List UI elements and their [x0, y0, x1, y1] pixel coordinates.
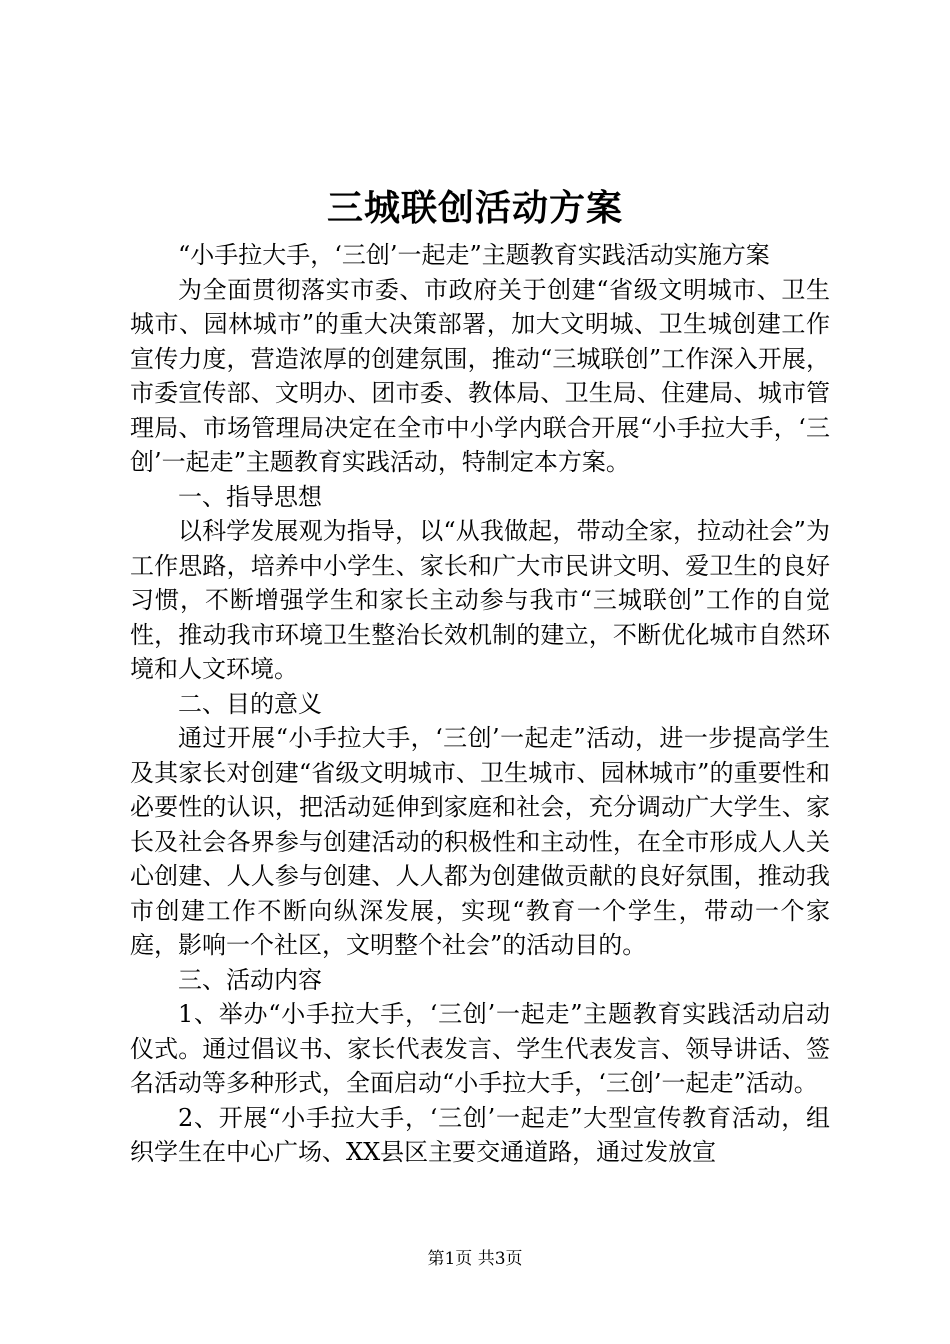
document-body [130, 238, 830, 1170]
page-footer: 第1页 共3页 [427, 1249, 523, 1269]
intro-paragraph: 为全面贯彻落实市委、市政府关于创建“省级文明城市、卫生城市、园林城市”的重大决策部署，加大文明城、卫生城创建工作宣传力度，营造浓厚的创建氛围，推动“三城联创”工作深入开展，市委宣传部、文明办、团市委、教体局、卫生局、住建局、城市管理局、市场管理局决定在全市中小学内联合开展“小手拉大手，‘三创’一起走”主题教育实践活动，特制定本方案。 [130, 275, 830, 476]
subtitle-paragraph: “小手拉大手，‘三创’一起走”主题教育实践活动实施方案 [178, 241, 770, 269]
activity-item-1: 1、举办“小手拉大手，‘三创’一起走”主题教育实践活动启动仪式。通过倡议书、家长代表发言、学生代表发言、领导讲话、签名活动等多种形式，全面启动“小手拉大手，‘三创’一起走”活动。 [130, 1000, 830, 1097]
section-heading-guiding-thought: 一、指导思想 [178, 482, 322, 511]
document-title: 三城联创活动方案 [326, 187, 623, 229]
section-heading-purpose: 二、目的意义 [178, 689, 322, 718]
purpose-paragraph: 通过开展“小手拉大手，‘三创’一起走”活动，进一步提高学生及其家长对创建“省级文明城市、卫生城市、园林城市”的重要性和必要性的认识，把活动延伸到家庭和社会，充分调动广大学生、家长及社会各界参与创建活动的积极性和主动性，在全市形成人人关心创建、人人参与创建、人人都为创建做贡献的良好氛围，推动我市创建工作不断向纵深发展，实现“教育一个学生，带动一个家庭，影响一个社区，文明整个社会”的活动目的。 [130, 724, 830, 959]
section-heading-activities: 三、活动内容 [178, 965, 322, 994]
activity-item-2: 2、开展“小手拉大手，‘三创’一起走”大型宣传教育活动，组织学生在中心广场、XX县区主要交通道路，通过发放宣 [130, 1103, 830, 1166]
guiding-thought-paragraph: 以科学发展观为指导，以“从我做起，带动全家，拉动社会”为工作思路，培养中小学生、家长和广大市民讲文明、爱卫生的良好习惯，不断增强学生和家长主动参与我市“三城联创”工作的自觉性，推动我市环境卫生整治长效机制的建立，不断优化城市自然环境和人文环境。 [130, 517, 830, 683]
